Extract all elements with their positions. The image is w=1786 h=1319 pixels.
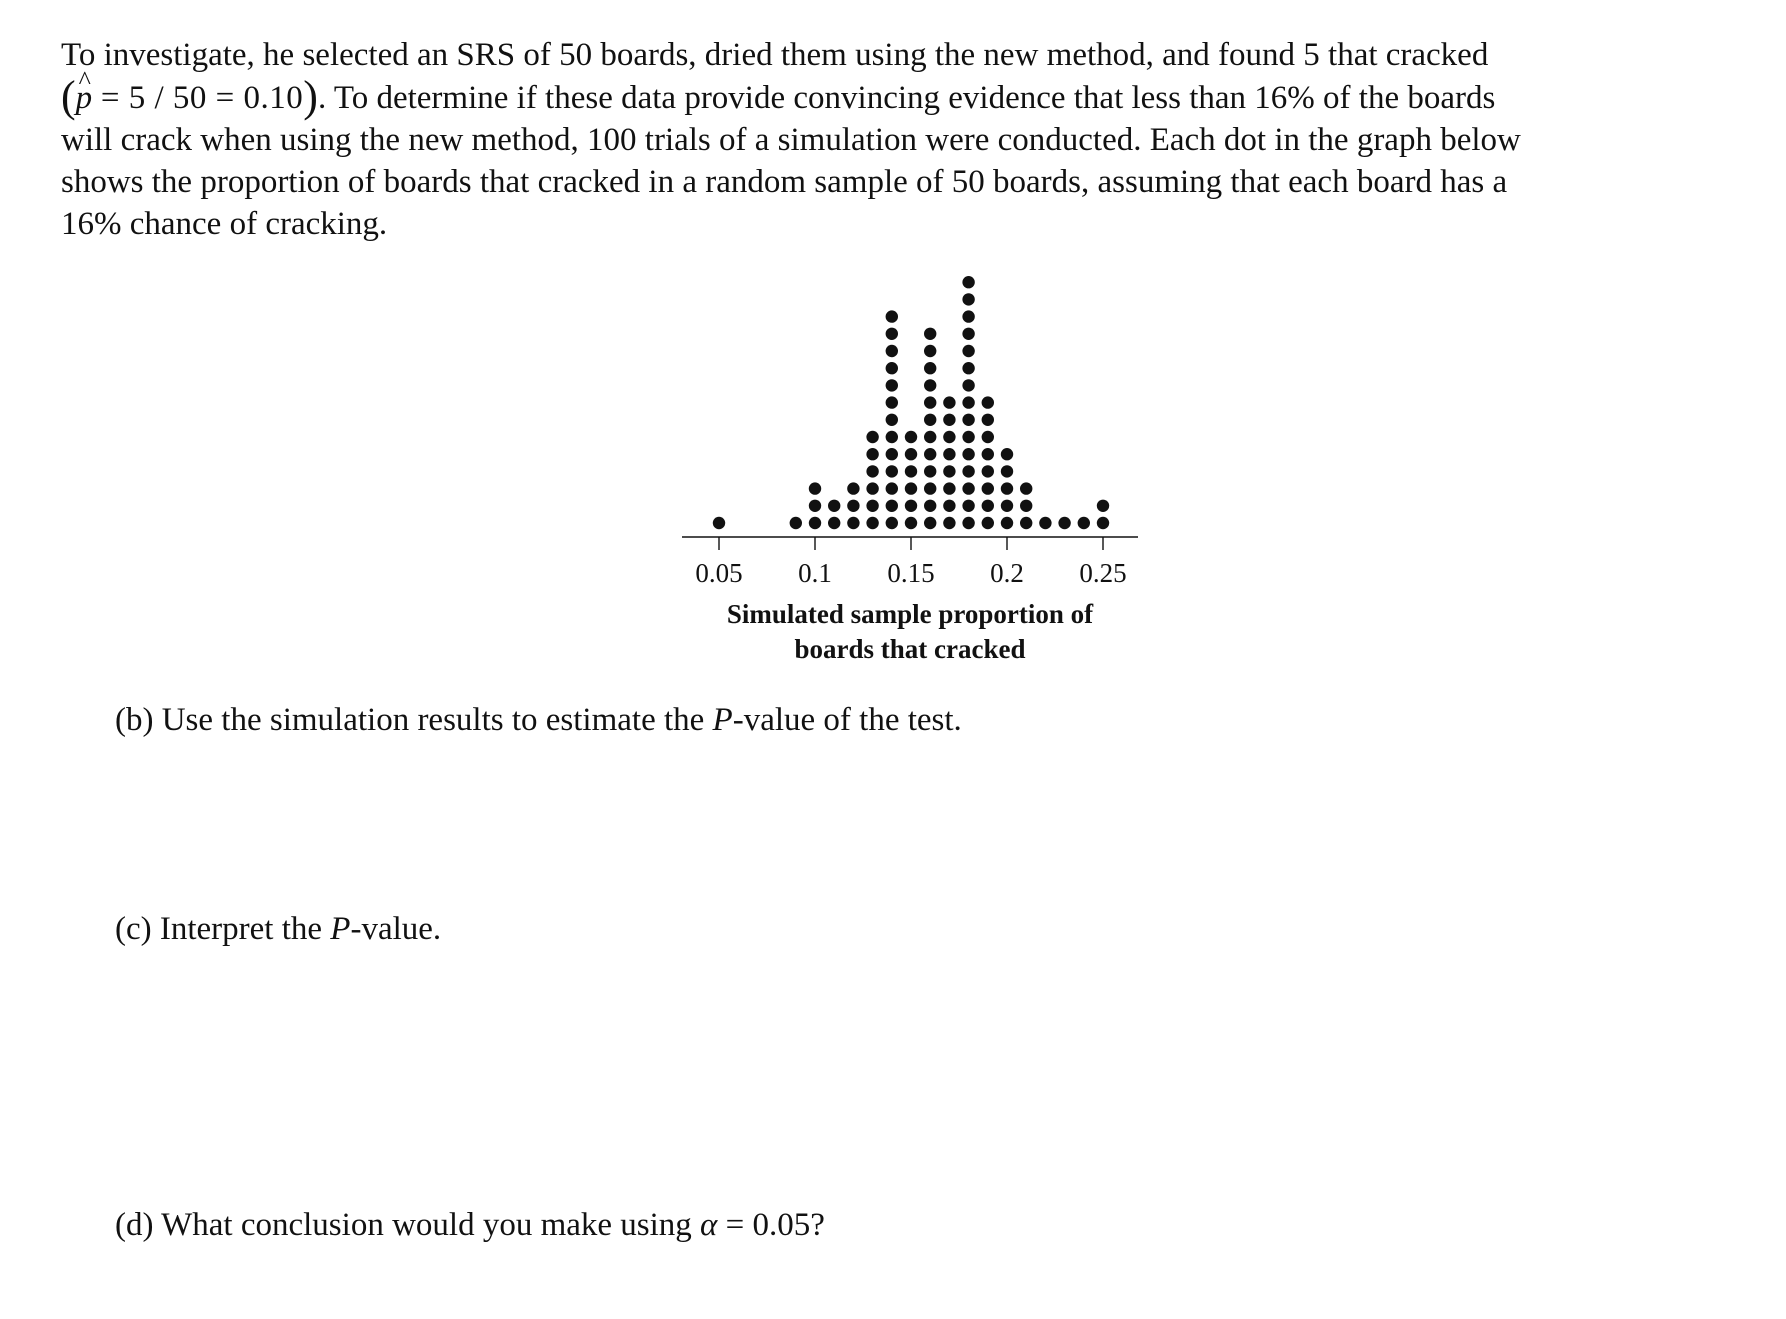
dot-x0.16-3	[924, 482, 936, 494]
dot-x0.21-2	[1020, 500, 1032, 512]
dot-x0.14-1	[886, 517, 898, 529]
dot-x0.15-6	[905, 431, 917, 443]
dot-x0.19-6	[982, 431, 994, 443]
dot-x0.05-1	[713, 517, 725, 529]
p-hat-symbol: ^ p	[76, 80, 93, 116]
dot-x0.16-7	[924, 414, 936, 426]
dot-x0.17-7	[943, 414, 955, 426]
x-axis-ticks	[695, 537, 1126, 588]
dot-x0.16-10	[924, 362, 936, 374]
dot-x0.13-4	[866, 465, 878, 477]
dot-x0.18-10	[962, 362, 974, 374]
dot-x0.25-2	[1097, 500, 1109, 512]
intro-line-1: To investigate, he selected an SRS of 50 boards, dried them using the new method, and found 5 that cracked	[61, 37, 1489, 73]
dot-x0.18-13	[962, 310, 974, 322]
dot-x0.19-8	[982, 396, 994, 408]
dot-x0.16-4	[924, 465, 936, 477]
dot-x0.17-8	[943, 396, 955, 408]
dot-x0.18-15	[962, 276, 974, 288]
dot-x0.21-1	[1020, 517, 1032, 529]
dot-x0.2-4	[1001, 465, 1013, 477]
x-tick-label-0.05: 0.05	[695, 558, 743, 588]
dot-x0.11-2	[828, 500, 840, 512]
question-c: (c) Interpret the P-value.	[115, 911, 442, 947]
dot-x0.14-4	[886, 465, 898, 477]
dot-x0.09-1	[790, 517, 802, 529]
question-b: (b) Use the simulation results to estimate the P-value of the test.	[115, 702, 962, 738]
dot-x0.16-9	[924, 379, 936, 391]
dot-x0.2-3	[1001, 482, 1013, 494]
dot-x0.18-7	[962, 414, 974, 426]
dot-x0.15-4	[905, 465, 917, 477]
dot-x0.18-4	[962, 465, 974, 477]
dot-x0.14-9	[886, 379, 898, 391]
dot-x0.25-1	[1097, 517, 1109, 529]
question-d: (d) What conclusion would you make using α = 0.05?	[115, 1207, 825, 1243]
dot-x0.1-2	[809, 500, 821, 512]
dot-x0.16-11	[924, 345, 936, 357]
dot-x0.14-13	[886, 310, 898, 322]
dot-x0.13-1	[866, 517, 878, 529]
x-tick-label-0.1: 0.1	[798, 558, 832, 588]
dot-x0.18-3	[962, 482, 974, 494]
dot-x0.19-1	[982, 517, 994, 529]
dot-x0.13-3	[866, 482, 878, 494]
intro-line-2-text: . To determine if these data provide convincing evidence that less than 16% of the boards	[317, 80, 1496, 116]
dot-x0.21-3	[1020, 482, 1032, 494]
alpha-symbol: α	[700, 1207, 718, 1243]
intro-line-5: 16% chance of cracking.	[61, 206, 388, 242]
dot-x0.15-2	[905, 500, 917, 512]
p-italic: P	[712, 702, 733, 738]
intro-line-4: shows the proportion of boards that cracked in a random sample of 50 boards, assuming that each board has a	[61, 164, 1508, 200]
dot-x0.16-8	[924, 396, 936, 408]
dot-x0.14-2	[886, 500, 898, 512]
dot-x0.12-3	[847, 482, 859, 494]
dot-x0.2-2	[1001, 500, 1013, 512]
dot-x0.19-7	[982, 414, 994, 426]
dot-x0.13-6	[866, 431, 878, 443]
dot-x0.1-3	[809, 482, 821, 494]
x-axis-title-line-2: boards that cracked	[794, 634, 1026, 664]
dot-x0.16-12	[924, 328, 936, 340]
x-tick-label-0.25: 0.25	[1079, 558, 1127, 588]
dot-x0.18-14	[962, 293, 974, 305]
x-tick-label-0.15: 0.15	[887, 558, 935, 588]
dot-x0.16-6	[924, 431, 936, 443]
dot-x0.18-12	[962, 328, 974, 340]
dot-x0.18-6	[962, 431, 974, 443]
dot-x0.14-3	[886, 482, 898, 494]
x-tick-label-0.2: 0.2	[990, 558, 1024, 588]
dot-x0.16-2	[924, 500, 936, 512]
dot-x0.14-5	[886, 448, 898, 460]
dot-x0.17-1	[943, 517, 955, 529]
dot-x0.19-3	[982, 482, 994, 494]
intro-line-2: (^ p = 5 / 50 = 0.10). To determine if these data provide convincing evidence that less than 16% of the boards	[61, 76, 1741, 119]
dot-x0.23-1	[1058, 517, 1070, 529]
dot-x0.18-1	[962, 517, 974, 529]
x-axis-title-line-1: Simulated sample proportion of	[726, 599, 1094, 629]
dotplot-dots	[713, 276, 1109, 529]
intro-line-3: will crack when using the new method, 100 trials of a simulation were conducted. Each dot in the graph below	[61, 122, 1521, 158]
dot-x0.12-1	[847, 517, 859, 529]
dot-x0.18-11	[962, 345, 974, 357]
dot-x0.22-1	[1039, 517, 1051, 529]
dot-x0.15-5	[905, 448, 917, 460]
dot-x0.11-1	[828, 517, 840, 529]
dot-x0.15-3	[905, 482, 917, 494]
dot-x0.18-2	[962, 500, 974, 512]
dot-x0.14-12	[886, 328, 898, 340]
dot-x0.19-2	[982, 500, 994, 512]
dot-x0.18-8	[962, 396, 974, 408]
dot-x0.17-4	[943, 465, 955, 477]
dot-x0.19-4	[982, 465, 994, 477]
dot-x0.2-5	[1001, 448, 1013, 460]
dot-x0.2-1	[1001, 517, 1013, 529]
dot-x0.13-2	[866, 500, 878, 512]
dot-x0.16-1	[924, 517, 936, 529]
dot-x0.14-10	[886, 362, 898, 374]
dot-x0.14-7	[886, 414, 898, 426]
dot-x0.12-2	[847, 500, 859, 512]
p-hat-value: = 5 / 50 = 0.10	[92, 80, 304, 116]
dot-x0.16-5	[924, 448, 936, 460]
dot-x0.14-6	[886, 431, 898, 443]
dot-x0.14-11	[886, 345, 898, 357]
dot-x0.18-5	[962, 448, 974, 460]
dot-x0.15-1	[905, 517, 917, 529]
dot-x0.18-9	[962, 379, 974, 391]
dot-x0.17-2	[943, 500, 955, 512]
dot-x0.1-1	[809, 517, 821, 529]
dot-x0.17-5	[943, 448, 955, 460]
dot-x0.14-8	[886, 396, 898, 408]
dot-x0.17-3	[943, 482, 955, 494]
dot-x0.19-5	[982, 448, 994, 460]
dot-x0.17-6	[943, 431, 955, 443]
dot-x0.13-5	[866, 448, 878, 460]
p-italic: P	[330, 911, 351, 947]
dot-x0.24-1	[1078, 517, 1090, 529]
